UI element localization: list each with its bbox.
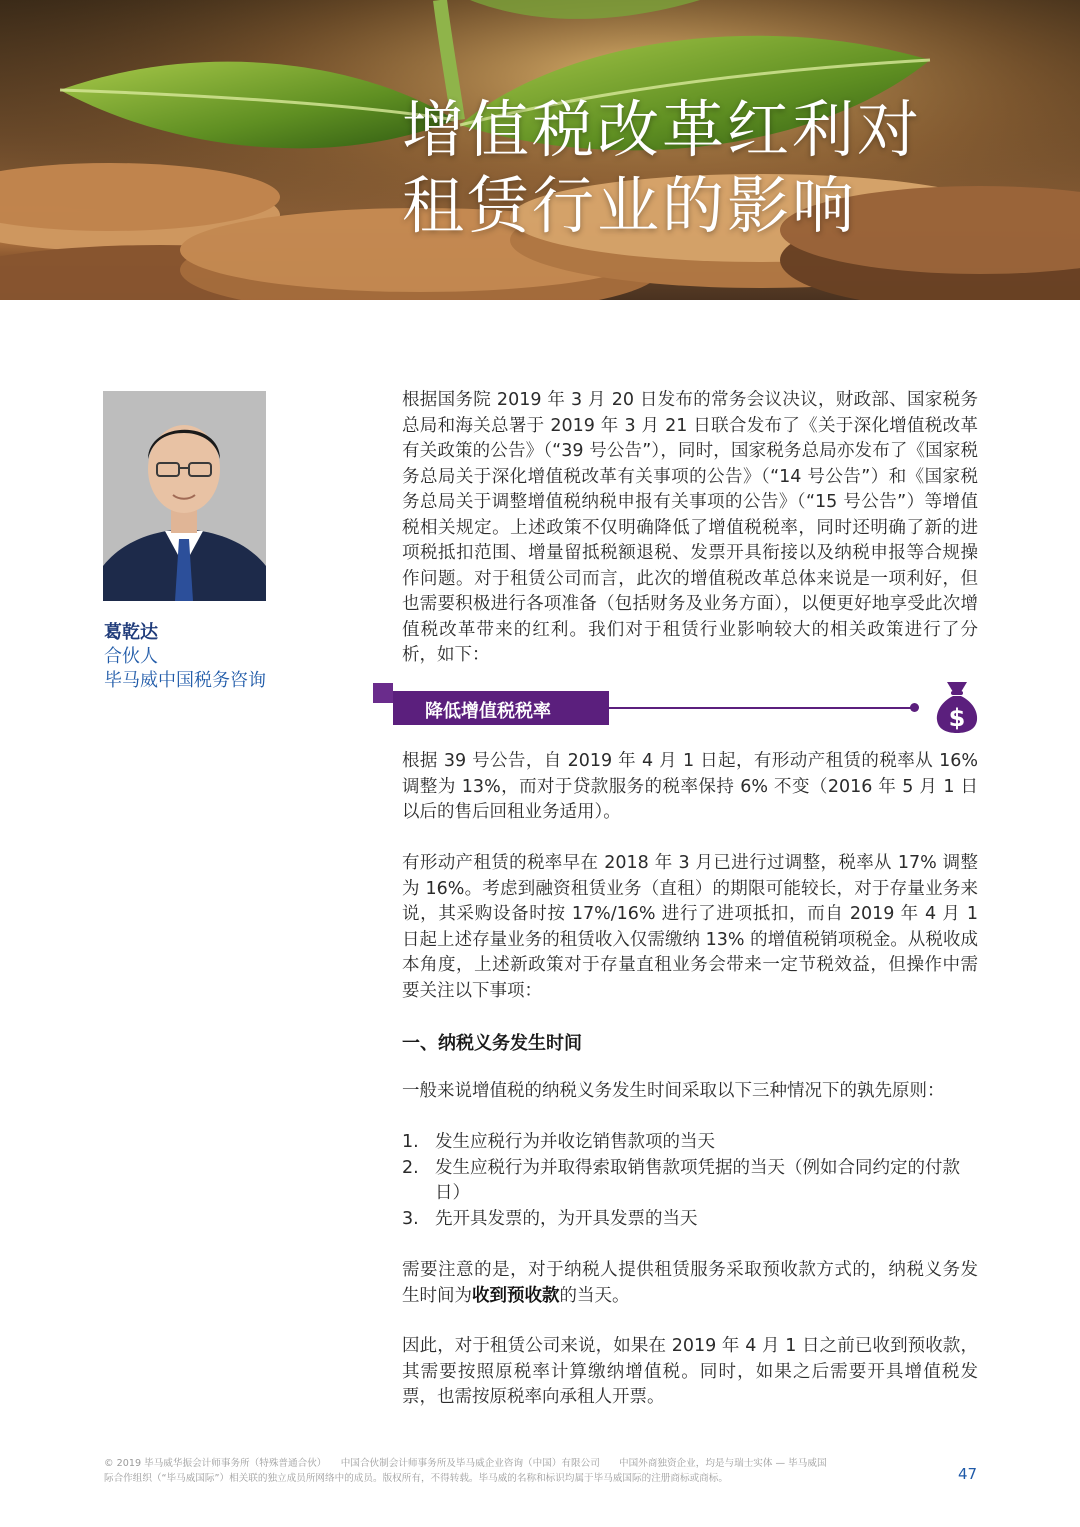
banner-decor-square [373,683,393,703]
list-item-text: 发生应税行为并收讫销售款项的当天 [435,1132,715,1152]
note-text-after: 的当天。 [559,1285,630,1306]
title-line-1: 增值税改革红利对 [402,93,923,166]
note-text-before: 需要注意的是，对于纳税人提供租赁服务采取预收款方式的，纳税义务发生时间为 [402,1260,978,1306]
rate-change-paragraph [402,749,978,826]
rule-intro-paragraph [402,1079,978,1105]
copyright-footer [104,1457,834,1486]
list-item-number: 1. [402,1132,419,1152]
author-organization: 毕马威中国税务咨询 [104,670,266,691]
note-text [402,1258,978,1309]
adjustment-text: 有形动产租赁的税率早在 2018 年 3 月已进行过调整，税率从 17% 调整为 16%。考虑到融资租赁业务（直租）的期限可能较长，对于存量业务来说，其采购设备时按 17%/16% 进行了进项抵扣，而自 2019 年 4 月 1 日起上述存量业务的租赁收入仅需缴纳 13% 的增值税销项税金。从税收成本角度，上述新政策对于存量直租业务会带来一定节税效益，但操作中需要关注以下事项： [402,853,978,1001]
page-number: 47 [958,1465,978,1483]
list-item-text: 发生应税行为并取得索取销售款项凭据的当天（例如合同约定的付款日） [435,1157,960,1203]
banner-rule [609,707,913,709]
note-paragraph [402,1258,978,1309]
hero-banner [0,0,1080,300]
list-item [402,1130,978,1156]
section-banner [373,683,983,735]
banner-rule-dot [910,703,919,712]
author-photo [103,391,266,601]
section-title: 降低增值税税率 [425,701,551,722]
intro-paragraph [402,388,978,669]
intro-text: 根据国务院 2019 年 3 月 20 日发布的常务会议决议，财政部、国家税务总局和海关总署于 2019 年 3 月 21 日联合发布了《关于深化增值税改革有关政策的公告》（“39 号公告”），同时，国家税务总局亦发布了《国家税务总局关于深化增值税改革有关事项的公告》（“14 号公告”）和《国家税务总局关于调整增值税纳税申报有关事项的公告》（“15 号公告”）等增值税相关规定。上述政策不仅明确降低了增值税税率，同时还明确了新的进项税抵扣范围、增量留抵税额退税、发票开具衔接以及纳税申报等合规操作问题。对于租赁公司而言，此次的增值税改革总体来说是一项利好，但也需要积极进行各项准备（包括财务及业务方面），以便更好地享受此次增值税改革带来的红利。我们对于租赁行业影响较大的相关政策进行了分析，如下： [402,390,978,665]
conclusion-paragraph [402,1334,978,1411]
list-item [402,1156,978,1207]
note-emphasis: 收到预收款 [472,1285,560,1306]
title-line-2: 租赁行业的影响 [402,169,858,242]
list-item-number: 3. [402,1208,419,1229]
svg-text:$: $ [948,704,966,732]
money-bag-dollar-icon [933,678,981,734]
timing-rules-list [402,1130,978,1232]
list-item-text: 先开具发票的，为开具发票的当天 [435,1208,698,1229]
list-item-number: 2. [402,1157,419,1178]
page-title [402,92,922,244]
subheading: 一、纳税义务发生时间 [402,1033,582,1054]
author-role: 合伙人 [104,646,158,667]
rule-intro-text: 一般来说增值税的纳税义务发生时间采取以下三种情况下的孰先原则： [402,1081,945,1101]
list-item [402,1207,978,1233]
rate-change-text: 根据 39 号公告，自 2019 年 4 月 1 日起，有形动产租赁的税率从 16% 调整为 13%，而对于贷款服务的税率保持 6% 不变（2016 年 5 月 1 日以后的售后回租业务适用）。 [402,751,978,822]
adjustment-paragraph [402,851,978,1004]
copyright-text: © 2019 毕马威华振会计师事务所（特殊普通合伙） 中国合伙制会计师事务所及毕马威企业咨询（中国）有限公司 中国外商独资企业，均是与瑞士实体 — 毕马威国际合作组织（“毕马威国际”）相关联的独立成员所网络中的成员。版权所有，不得转载。毕马威的名称和标识均属于毕马威国际的注册商标或商标。 [104,1458,827,1484]
author-portrait-image [103,391,266,601]
author-name: 葛乾达 [104,622,158,643]
conclusion-text: 因此，对于租赁公司来说，如果在 2019 年 4 月 1 日之前已收到预收款，其需要按照原税率计算缴纳增值税。同时，如果之后需要开具增值税发票，也需按原税率向承租人开票。 [402,1336,978,1407]
